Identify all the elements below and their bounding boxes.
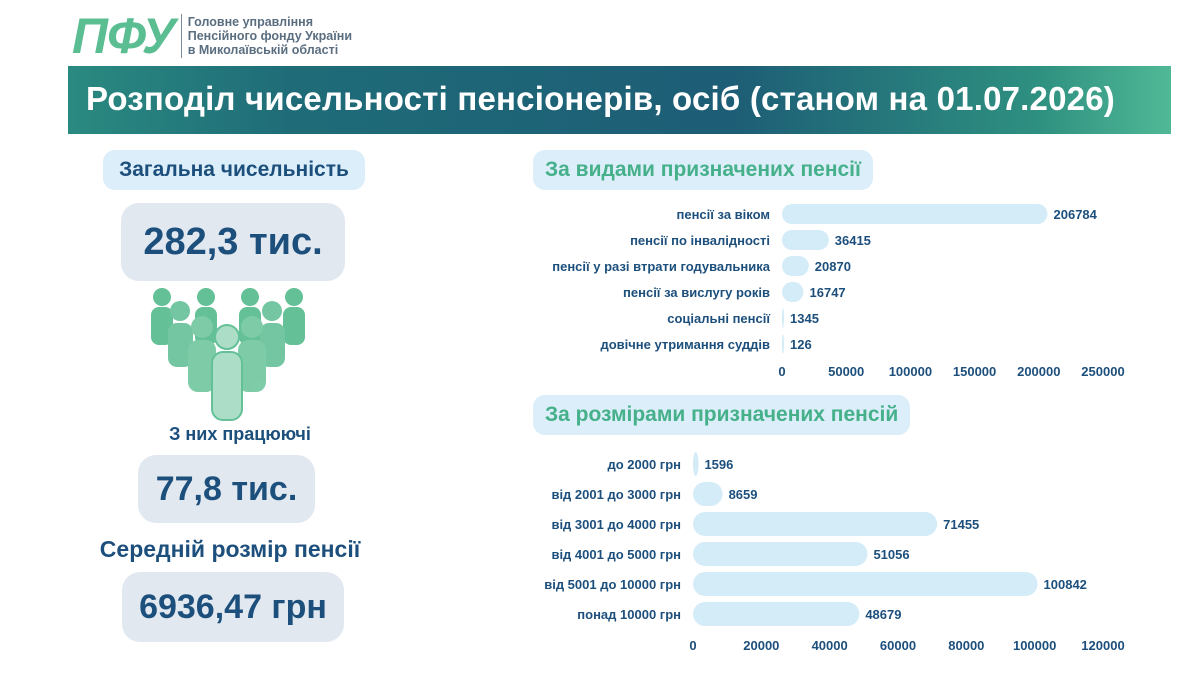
x-tick-label: 40000 (811, 638, 848, 653)
category-label: пенсії за вислугу років (623, 285, 770, 300)
page-title: Розподіл чисельності пенсіонерів, осіб (станом на 01.07.2026) (86, 80, 1115, 117)
logo-line-3: в Миколаївській області (187, 43, 339, 57)
category-label: соціальні пенсії (667, 311, 770, 326)
x-tick-label: 20000 (743, 638, 780, 653)
value-label: 20870 (814, 259, 851, 274)
value-label: 8659 (728, 487, 758, 502)
x-tick-label: 200000 (1017, 364, 1061, 379)
category-label: понад 10000 грн (577, 607, 681, 622)
bar (782, 204, 1048, 224)
avg-value: 6936,47 грн (139, 588, 327, 626)
logo-mark: ПФУ (72, 8, 175, 64)
category-label: довічне утримання суддів (600, 337, 770, 352)
value-label: 126 (790, 337, 812, 352)
category-label: пенсії за віком (676, 207, 770, 222)
x-tick-label: 60000 (879, 638, 917, 653)
bar (782, 230, 829, 250)
logo-line-1: Головне управління (187, 15, 313, 29)
chart2-title: За розмірами призначених пенсій (545, 403, 899, 426)
avg-label: Середній розмір пенсії (99, 536, 361, 562)
value-label: 51056 (873, 547, 910, 562)
category-label: до 2000 грн (607, 457, 681, 472)
x-tick-label: 0 (689, 638, 697, 653)
value-label: 48679 (865, 607, 902, 622)
category-label: пенсії по інвалідності (630, 233, 770, 248)
category-label: від 4001 до 5000 грн (551, 547, 681, 562)
working-value: 77,8 тис. (155, 470, 298, 508)
category-label: від 3001 до 4000 грн (551, 517, 681, 532)
x-tick-label: 100000 (888, 364, 933, 379)
category-label: від 5001 до 10000 грн (544, 577, 681, 592)
value-label: 1345 (790, 311, 819, 326)
x-tick-label: 120000 (1081, 638, 1125, 653)
x-tick-label: 80000 (948, 638, 985, 653)
total-label: Загальна чисельність (119, 158, 349, 181)
category-label: пенсії у разі втрати годувальника (552, 259, 770, 274)
value-label: 206784 (1053, 207, 1097, 222)
bar (782, 256, 809, 276)
value-label: 1596 (704, 457, 734, 472)
value-label: 36415 (834, 233, 871, 248)
logo-line-2: Пенсійного фонду України (187, 29, 353, 43)
bar (782, 334, 784, 354)
x-tick-label: 100000 (1012, 638, 1057, 653)
bar (782, 308, 784, 328)
x-tick-label: 50000 (828, 364, 865, 379)
category-label: від 2001 до 3000 грн (551, 487, 681, 502)
bar (782, 282, 804, 302)
value-label: 100842 (1043, 577, 1087, 592)
x-tick-label: 0 (778, 364, 786, 379)
value-label: 16747 (809, 285, 846, 300)
working-label: З них працюючі (169, 424, 311, 444)
x-tick-label: 250000 (1081, 364, 1125, 379)
chart1-title: За видами призначених пенсії (545, 158, 861, 181)
total-value: 282,3 тис. (143, 221, 323, 263)
x-tick-label: 150000 (952, 364, 997, 379)
value-label: 71455 (943, 517, 980, 532)
